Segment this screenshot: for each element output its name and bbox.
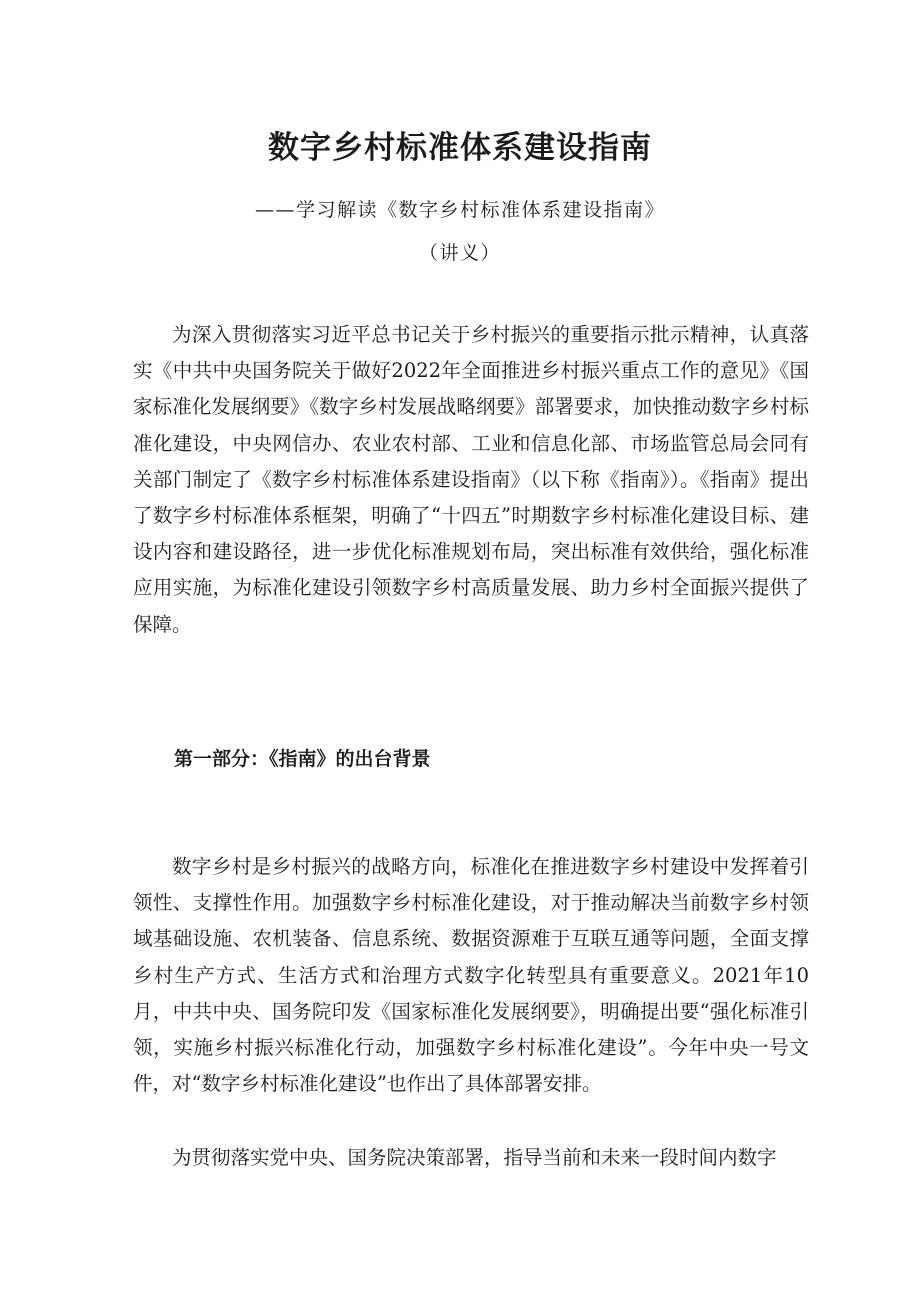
background-paragraph-2: 为贯彻落实党中央、国务院决策部署，指导当前和未来一段时间内数字 bbox=[172, 1146, 777, 1169]
intro-paragraph: 为深入贯彻落实习近平总书记关于乡村振兴的重要指示批示精神，认真落实《中共中央国务院关于做好2022年全面推进乡村振兴重点工作的意见》《国家标准化发展纲要》《数字乡村发展战略纲要》部署要求，加快推动数字乡村标准化建设，中央网信办、农业农村部、工业和信息化部、市场监管总局会同有关部门制定了《数字乡村标准体系建设指南》（以下称《指南》）。《指南》提出了数字乡村标准体系框架，明确了“十四五”时期数字乡村标准化建设目标、建设内容和建设路径，进一步优化标准规划布局，突出标准有效供给，强化标准应用实施，为标准化建设引领数字乡村高质量发展、助力乡村全面振兴提供了保障。 bbox=[133, 323, 809, 636]
document-note: （讲义） bbox=[418, 242, 501, 264]
background-paragraph-1: 数字乡村是乡村振兴的战略方向，标准化在推进数字乡村建设中发挥着引领性、支撑性作用。加强数字乡村标准化建设，对于推动解决当前数字乡村领域基础设施、农机装备、信息系统、数据资源难于互联互通等问题，全面支撑乡村生产方式、生活方式和治理方式数字化转型具有重要意义。2021年10月，中共中央、国务院印发《国家标准化发展纲要》，明确提出要“强化标准引领，实施乡村振兴标准化行动，加强数字乡村标准化建设”。今年中央一号文件，对“数字乡村标准化建设”也作出了具体部署安排。 bbox=[133, 855, 809, 1096]
section-heading: 第一部分：《指南》的出台背景 bbox=[174, 748, 431, 770]
document-subtitle: ——学习解读《数字乡村标准体系建设指南》 bbox=[254, 199, 665, 221]
document-title: 数字乡村标准体系建设指南 bbox=[268, 130, 652, 166]
